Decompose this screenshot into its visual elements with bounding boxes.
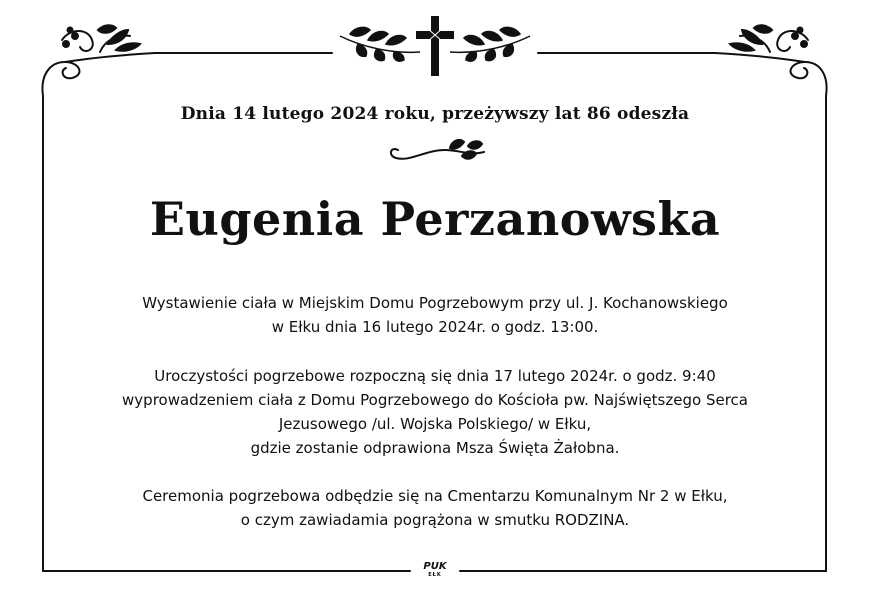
paragraph-line: wyprowadzeniem ciała z Domu Pogrzebowego do Kościoła pw. Najświętszego Serca — [122, 391, 748, 409]
death-date-headline: Dnia 14 lutego 2024 roku, przeżywszy lat 86 odeszła — [180, 104, 690, 124]
deceased-name: Eugenia Perzanowska — [149, 192, 721, 246]
paragraph-line: o czym zawiadamia pogrążona w smutku RODZINA. — [240, 511, 630, 529]
paragraph-line: Ceremonia pogrzebowa odbędzie się na Cmentarzu Komunalnym Nr 2 w Ełku, — [142, 487, 728, 505]
funeral-ceremony-paragraph — [60, 364, 810, 460]
puk-logo — [417, 561, 453, 578]
floral-scroll-icon — [42, 25, 155, 96]
paragraph-line: w Ełku dnia 16 lutego 2024r. o godz. 13:00. — [271, 318, 599, 336]
logo-bottom-text: EŁK — [428, 572, 442, 578]
cross-with-laurel-icon — [340, 16, 530, 76]
paragraph-line: Jezusowego /ul. Wojska Polskiego/ w Ełku, — [278, 415, 592, 433]
logo-top-text: PUK — [423, 561, 447, 572]
paragraph-line: gdzie zostanie odprawiona Msza Święta Żałobna. — [250, 439, 620, 457]
leaf-swirl-icon — [391, 140, 484, 159]
paragraph-line: Wystawienie ciała w Miejskim Domu Pogrzebowym przy ul. J. Kochanowskiego — [142, 294, 728, 312]
burial-paragraph — [60, 484, 810, 532]
viewing-paragraph — [60, 291, 810, 339]
paragraph-line: Uroczystości pogrzebowe rozpoczną się dnia 17 lutego 2024r. o godz. 9:40 — [154, 367, 716, 385]
floral-scroll-icon — [715, 25, 827, 96]
